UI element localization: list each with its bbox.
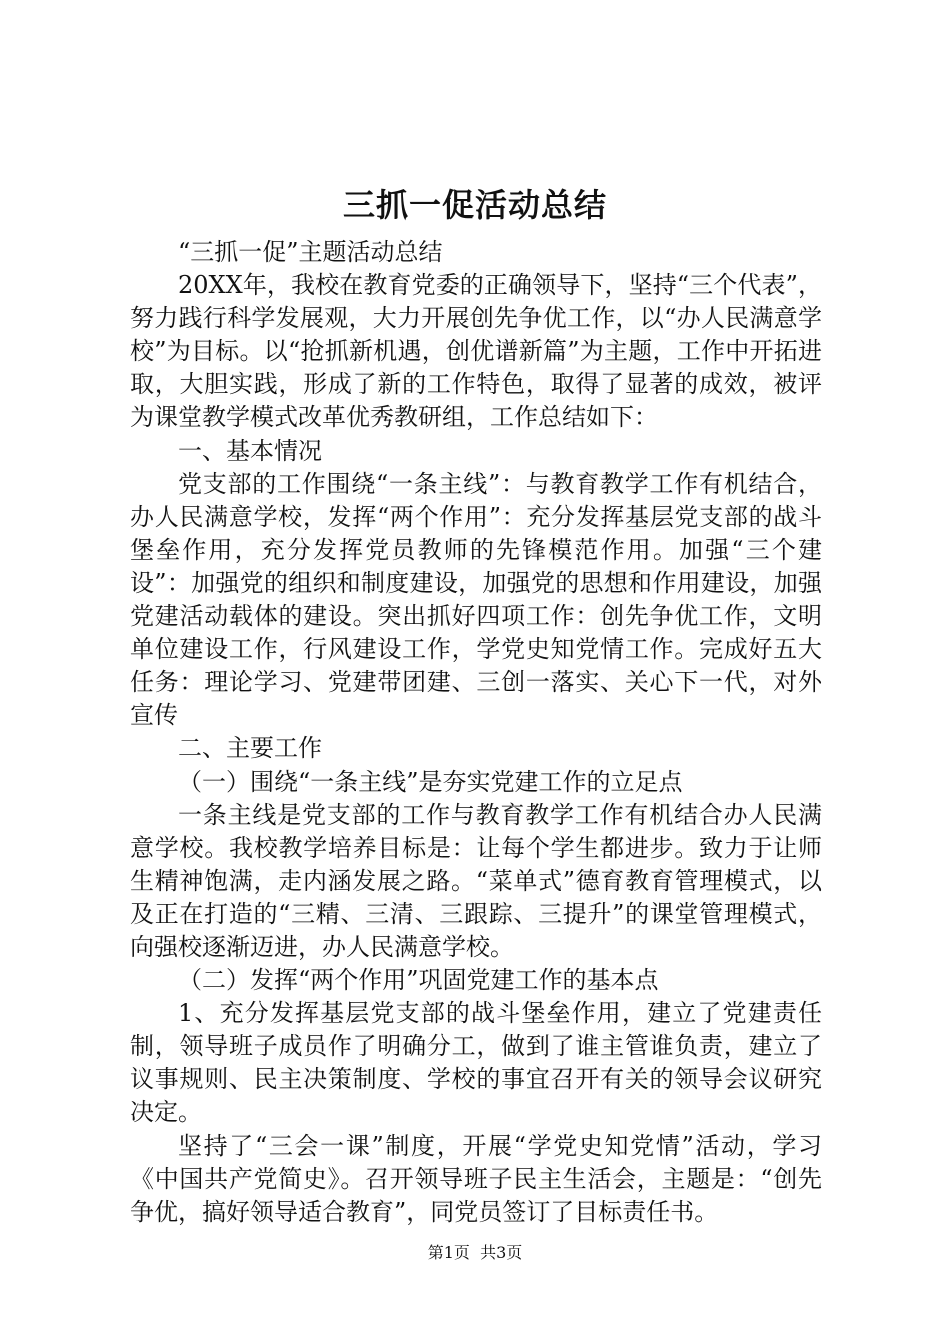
document-body [130, 236, 822, 1229]
paragraph-three-meetings: 坚持了“三会一课”制度，开展“学党史知党情”活动，学习《中国共产党简史》。召开领导班子民主生活会，主题是：“创先争优，搞好领导适合教育”，同党员签订了目标责任书。 [130, 1131, 822, 1226]
page-footer [0, 1242, 950, 1264]
section-heading-basic: 一、基本情况 [178, 436, 322, 465]
document-title: 三抓一促活动总结 [342, 186, 607, 224]
paragraph-intro: 20XX年，我校在教育党委的正确领导下，坚持“三个代表”，努力践行科学发展观，大力开展创先争优工作，以“办人民满意学校”为目标。以“抢抓新机遇，创优谱新篇”为主题，工作中开拓进取，大胆实践，形成了新的工作特色，取得了显著的成效，被评为课堂教学模式改革优秀教研组，工作总结如下： [130, 271, 822, 432]
paragraph-basic-situation: 党支部的工作围绕“一条主线”：与教育教学工作有机结合，办人民满意学校，发挥“两个作用”：充分发挥基层党支部的战斗堡垒作用，充分发挥党员教师的先锋模范作用。加强“三个建设”：加强党的组织和制度建设，加强党的思想和作用建设，加强党建活动载体的建设。突出抓好四项工作：创先争优工作，文明单位建设工作，行风建设工作，学党史知党情工作。完成好五大任务：理论学习、党建带团建、三创一落实、关心下一代，对外宣传 [130, 469, 822, 730]
paragraph-main-line: 一条主线是党支部的工作与教育教学工作有机结合办人民满意学校。我校教学培养目标是：让每个学生都进步。致力于让师生精神饱满，走内涵发展之路。“菜单式”德育教育管理模式，以及正在打造的“三精、三清、三跟踪、三提升”的课堂管理模式，向强校逐渐迈进，办人民满意学校。 [130, 800, 822, 961]
section-heading-main-work: 二、主要工作 [178, 734, 322, 763]
page-total: 共3页 [480, 1243, 523, 1262]
page-number: 第1页 [427, 1243, 470, 1262]
paragraph-subtitle: “三抓一促”主题活动总结 [178, 238, 443, 266]
subsection-heading-2: （二）发挥“两个作用”巩固党建工作的基本点 [178, 966, 659, 995]
paragraph-fortress-role: 1、充分发挥基层党支部的战斗堡垒作用，建立了党建责任制，领导班子成员作了明确分工，做到了谁主管谁负责，建立了议事规则、民主决策制度、学校的事宜召开有关的领导会议研究决定。 [130, 999, 822, 1127]
subsection-heading-1: （一）围绕“一条主线”是夯实党建工作的立足点 [178, 767, 683, 796]
